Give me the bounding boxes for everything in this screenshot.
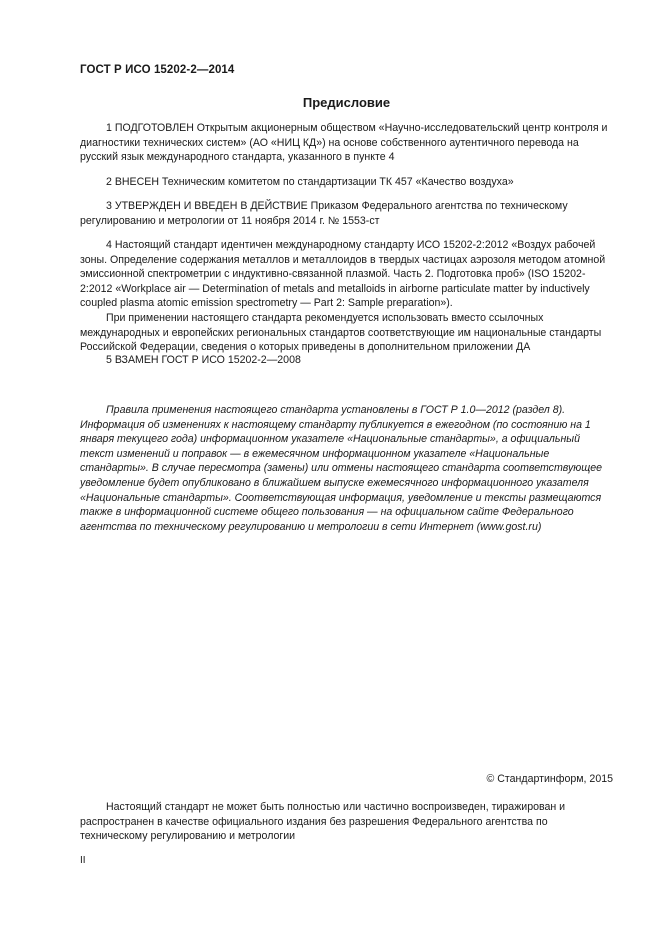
item-1-text: 1 ПОДГОТОВЛЕН Открытым акционерным обществом «Научно-исследовательский центр контроля и диагностики технических систем» (АО «НИЦ КД») на основе собственного аутентичного перевода на русский язык международного стандарта, указанного в пункте 4 [80,122,608,164]
document-code: ГОСТ Р ИСО 15202-2—2014 [80,64,235,76]
item-2 [80,175,613,190]
item-4-text: 4 Настоящий стандарт идентичен международному стандарту ИСО 15202-2:2012 «Воздух рабочей зоны. Определение содержания металлов и металлоидов в твердых частицах аэрозоля методом атомной эмиссионной спектрометрии с индуктивно-связанной плазмой. Часть 2. Подготовка проб» (ISO 15202-2:2012 «Workplace air — Determination of metals and metalloids in airborne particulate matter by inductively coupled plasma atomic emission spectrometry — Part 2: Sample preparation»). [80,239,606,310]
item-1 [80,121,613,165]
item-2-text: 2 ВНЕСЕН Техническим комитетом по стандартизации ТК 457 «Качество воздуха» [106,176,514,188]
copyright: © Стандартинформ, 2015 [486,773,613,785]
reproduction-note [80,800,613,844]
page-title: Предисловие [302,95,391,110]
page-number: II [80,855,86,866]
reproduction-note-text: Настоящий стандарт не может быть полностью или частично воспроизведен, тиражирован и распространен в качестве официального издания без разрешения Федерального агентства по техническому регулированию и метрологии [80,801,566,843]
item-5 [80,353,613,368]
rules-note-text: Правила применения настоящего стандарта установлены в ГОСТ Р 1.0—2012 (раздел 8). Информация об изменениях к настоящему стандарту публикуется в ежегодном (по состоянию на 1 января текущего года) информационном указателе «Национальные стандарты», а официальный текст изменений и поправок — в ежемесячном информационном указателе «Национальные стандарты». В случае пересмотра (замены) или отмены настоящего стандарта соответствующее уведомление будет опубликовано в ближайшем выпуске ежемесячного информационного указателя «Национальные стандарты». Соответствующая информация, уведомление и тексты размещаются также в информационной системе общего пользования — на официальном сайте Федерального агентства по техническому регулированию и метрологии в сети Интернет (www.gost.ru) [80,404,603,533]
item-4 [80,238,613,355]
rules-note [80,403,613,534]
item-5-text: 5 ВЗАМЕН ГОСТ Р ИСО 15202-2—2008 [106,354,301,366]
item-3 [80,199,613,228]
item-3-text: 3 УТВЕРЖДЕН И ВВЕДЕН В ДЕЙСТВИЕ Приказом Федерального агентства по техническому регулированию и метрологии от 11 ноября 2014 г. № 1553-ст [80,200,568,227]
item-4-note: При применении настоящего стандарта рекомендуется использовать вместо ссылочных международных и европейских региональных стандартов соответствующие им национальные стандарты Российской Федерации, сведения о которых приведены в дополнительном приложении ДА [80,311,602,354]
